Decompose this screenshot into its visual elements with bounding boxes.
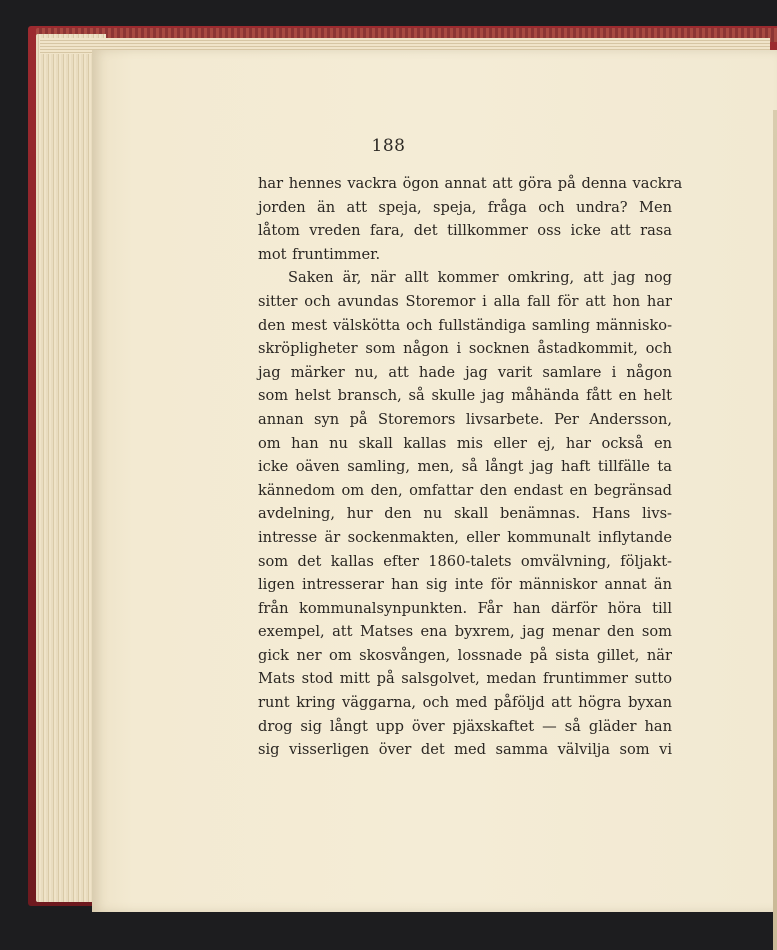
- text-line: exempel, att Matses ena byxrem, jag menar den som: [258, 623, 672, 641]
- text-line: från kommunalsynpunkten. Får han därför höra till: [258, 599, 672, 617]
- text-line: Mats stod mitt på salsgolvet, medan fruntimmer sutto: [258, 670, 672, 688]
- text-line: annan syn på Storemors livsarbete. Per Andersson,: [258, 410, 672, 428]
- text-line: om han nu skall kallas mis eller ej, har också en: [258, 434, 672, 452]
- text-line: låtom vreden fara, det tillkommer oss icke att rasa: [258, 222, 672, 240]
- text-line: drog sig långt upp över pjäxskaftet — så gläder han: [258, 717, 672, 735]
- text-line: mot fruntimmer.: [258, 245, 381, 263]
- text-line: kännedom om den, omfattar den endast en begränsad: [258, 481, 672, 499]
- text-line: icke oäven samling, men, så långt jag haft tillfälle ta: [258, 458, 672, 476]
- text-line: som helst bransch, så skulle jag måhända fått en helt: [258, 387, 672, 405]
- page-text: [258, 172, 683, 762]
- text-line: sig visserligen över det med samma välvilja som vi: [258, 741, 672, 759]
- text-line: skröpligheter som någon i socknen åstadkommit, och: [258, 340, 672, 358]
- text-line: gick ner om skosvången, lossnade på sista gillet, när: [258, 646, 672, 664]
- text-line: jorden än att speja, speja, fråga och undra? Men: [258, 198, 672, 216]
- page-right-edge: [773, 110, 777, 950]
- text-line: som det kallas efter 1860-talets omvälvning, följakt-: [258, 552, 672, 570]
- text-line: intresse är sockenmakten, eller kommunalt inflytande: [258, 528, 672, 546]
- text-line: jag märker nu, att hade jag varit samlare i någon: [258, 363, 672, 381]
- text-line: har hennes vackra ögon annat att göra på denna vackra: [258, 175, 683, 192]
- text-line: den mest välskötta och fullständiga samling människo-: [258, 316, 672, 334]
- text-line: runt kring väggarna, och med påföljd att högra byxan: [258, 694, 672, 712]
- page-number: 188: [371, 136, 406, 156]
- text-line: ligen intresserar han sig inte för människor annat än: [258, 576, 672, 594]
- text-line: avdelning, hur den nu skall benämnas. Hans livs-: [258, 505, 672, 523]
- text-line: sitter och avundas Storemor i alla fall för att hon har: [258, 292, 672, 310]
- text-line: Saken är, när allt kommer omkring, att jag nog: [288, 269, 672, 287]
